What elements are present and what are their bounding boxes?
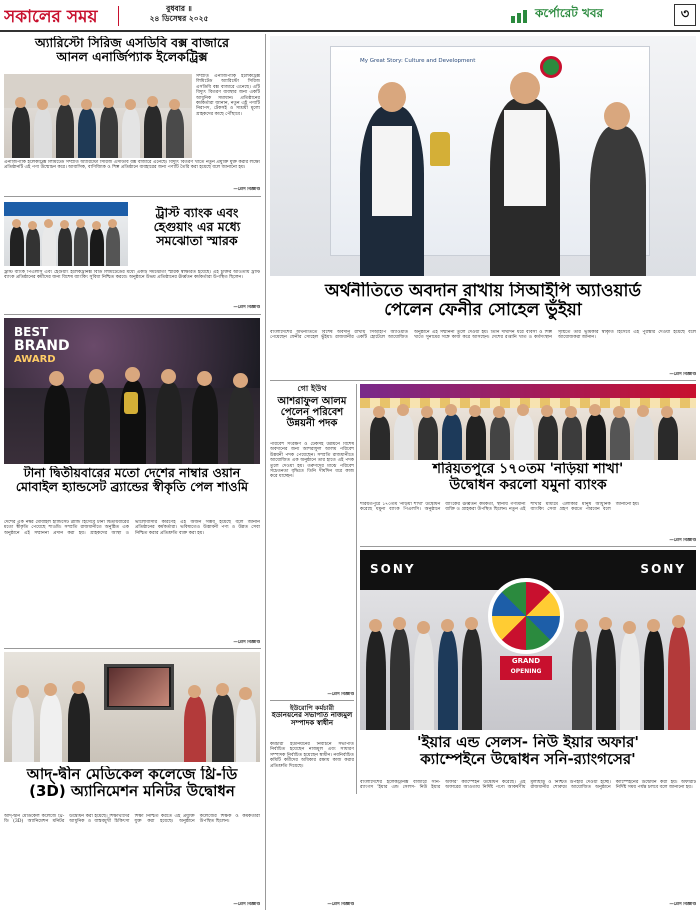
green-body: পরিবেশ সংরক্ষণ ও টেকসই উন্নয়নে বিশেষ অবদানের জন্য আশরাফুল আলম পরিবেশ উন্নয়নী পদক পেয়েছেন। সম্প্রতি রাজধানীতে আয়োজিত এক অনুষ্ঠানে তার হাতে এই পদক তুলে দেওয়া হয়। তরুণদের মাঝে পরিবেশ সচেতনতা বৃদ্ধিতে তিনি দীর্ঘদিন ধরে কাজ করে যাচ্ছেন। (270, 442, 354, 480)
oppo-headline: টানা দ্বিতীয়বারের মতো দেশের নাম্বার ওয়ান মোবাইল হ্যান্ডসেট ব্র্যান্ডের স্বীকৃতি পেল শাওমি (15, 466, 249, 494)
sony-photo-logo-left: SONY (370, 562, 416, 576)
jamuna-photo (360, 384, 696, 460)
addin-byline: —প্রেস বিজ্ঞপ্তি (233, 902, 260, 907)
sony-headline-line1: 'ইয়ার এন্ড সেলস- নিউ ইয়ার অফার' (417, 734, 639, 751)
rule-aristo (4, 196, 261, 197)
rule-green (270, 700, 354, 701)
section-logo-icon (510, 8, 532, 22)
jamuna-headline-line1: শরিয়তপুরে ১৭০তম 'নড়িয়া শাখা' (432, 462, 624, 477)
aristo-photo (4, 74, 192, 158)
green-byline: —প্রেস বিজ্ঞপ্তি (327, 692, 354, 697)
brand-photo-brand: BRAND (14, 338, 70, 354)
rule-trust (4, 314, 261, 315)
aristo-byline: —প্রেস বিজ্ঞপ্তি (233, 187, 260, 192)
oppo-body: দেশের এক নম্বর মোবাইল হ্যান্ডসেট ব্র্যান্ড হিসেবে টানা দ্বিতীয়বারের মতো স্বীকৃতি পেয়েছে শাওমি। সম্প্রতি রাজধানীতে অনুষ্ঠিত এক অনুষ্ঠানে এই সম্মাননা প্রদান করা হয়। গ্রাহকদের আস্থা ও ভালোবাসার কারণেই এই অর্জন সম্ভব হয়েছে বলে জানান প্রতিষ্ঠানের কর্মকর্তারা। ভবিষ্যতেও উদ্ভাবনী পণ্য ও উন্নত সেবা নিশ্চিত করার প্রতিশ্রুতি ব্যক্ত করা হয়। (4, 520, 260, 536)
issue-date (124, 4, 234, 28)
award-byline: —প্রেস বিজ্ঞপ্তি (669, 372, 696, 377)
addin-photo (4, 652, 260, 762)
addin-headline (4, 766, 260, 812)
brand-photo-award: AWARD (14, 354, 56, 365)
jamuna-headline-line2: উদ্বোধন করলো যমুনা ব্যাংক (449, 476, 607, 493)
jamuna-body: শরিয়তপুরে ১৭০তম 'নড়িয়া শাখা' উদ্বোধন করেছে যমুনা ব্যাংক পিএলসি। অনুষ্ঠানে ব্যাংকের ঊর্ধ্বতন কর্মকর্তা, স্থানীয় গণ্যমান্য ব্যক্তি ও গ্রাহকরা উপস্থিত ছিলেন। নতুন এই শাখার মাধ্যমে এলাকার মানুষ আধুনিক ব্যাংকিং সেবা গ্রহণ করতে পারবেন বলে জানানো হয়। (360, 502, 640, 513)
page-number-text: ৩ (680, 6, 690, 22)
trust-body: ট্রাস্ট ব্যাংক পিএলসি এবং হেগুয়াং ইলেকট্রনিক্স বিডি লিমিটেডের মধ্যে একটি সমঝোতা স্মারক স্বাক্ষরিত হয়েছে। এই চুক্তির আওতায় ট্রাস্ট ব্যাংক প্রতিষ্ঠানের কর্মীদের জন্য বিশেষ ব্যাংকিং সুবিধা নিশ্চিত করবে। অনুষ্ঠানে উভয় প্রতিষ্ঠানের ঊর্ধ্বতন কর্মকর্তারা উপস্থিত ছিলেন। (4, 270, 260, 281)
masthead-divider (118, 6, 119, 26)
aristo-headline (4, 36, 260, 72)
green-headline: আশরাফুল আলম পেলেন পরিবেশ উন্নয়নী পদক (277, 396, 347, 430)
trust-headline: ট্রাস্ট ব্যাংক এবং হেগুয়াং এর মধ্যে সমঝোতা স্মারক (153, 206, 241, 248)
award-photo (270, 36, 696, 276)
union-body: কর্মচারী ইউনিয়নের নির্বাচনে সভাপতি নির্বাচিত হয়েছেন নাজমুল এবং সাধারণ সম্পাদক নির্বাচিত হয়েছেন স্বাধীন। নবনির্বাচিত কমিটি কর্মীদের অধিকার রক্ষায় কাজ করার প্রতিশ্রুতি দিয়েছে। (270, 742, 354, 769)
trust-photo (4, 202, 128, 266)
addin-headline-line1: আদ্-দ্বীন মেডিকেল কলেজে থ্রি-ডি (26, 766, 238, 783)
award-body: বাংলাদেশের অর্থনীতিতে বিশেষ অবদান রাখায় সিআইপি অ্যাওয়ার্ড পেয়েছেন ফেনীর সোহেল ভুঁইয়া। রাজধানীর একটি হোটেলে আয়োজিত অনুষ্ঠানে এই সম্মাননা তুলে দেওয়া হয়। তিনি দীর্ঘদিন ধরে ব্যবসা ও শিল্প খাতে সুনামের সঙ্গে কাজ করে আসছেন। দেশের রপ্তানি খাত ও কর্মসংস্থান সৃষ্টিতে তার ভূমিকার স্বীকৃতি হিসেবে এই পুরস্কার দেওয়া হয়েছে বলে আয়োজকরা জানান। (270, 330, 696, 341)
award-headline-line2: পেলেন ফেনীর সোহেল ভুঁইয়া (384, 300, 582, 321)
union-byline: —প্রেস বিজ্ঞপ্তি (327, 902, 354, 907)
sony-photo-opening: OPENING (510, 668, 542, 675)
union-kicker: ইউরোপি কর্মচারী (289, 704, 335, 712)
sony-photo (360, 550, 696, 730)
addin-headline-line2: (3D) অ্যানিমেশন মনিটর উদ্বোধন (29, 781, 235, 800)
sony-headline-line2: ক্যাম্পেইনে উদ্বোধন সনি-র‍্যাংগসের' (420, 749, 636, 768)
sony-photo-logo-right: SONY (640, 562, 686, 576)
column-divider-narrow (356, 384, 357, 794)
aristo-headline-line2: আনল এনার্জিপ্যাক ইলেকট্রিক্স (56, 49, 208, 64)
sony-headline (360, 734, 696, 778)
issue-date-text: ২৪ ডিসেম্বর ২০২৫ (149, 14, 209, 23)
addin-body: আদ্-দ্বীন মেডিকেল কলেজে থ্রি-ডি (3D) অ্যানিমেশন মনিটর উদ্বোধন করা হয়েছে। শিক্ষার্থীদের আধুনিক ও বাস্তবমুখী চিকিৎসা শিক্ষা নিশ্চিত করতে এই প্রযুক্তি যুক্ত করা হয়েছে। অনুষ্ঠানে কলেজের শিক্ষক ও কর্মকর্তারা উপস্থিত ছিলেন। (4, 814, 260, 825)
sony-photo-grand: GRAND (511, 657, 541, 665)
column-divider-main (265, 34, 266, 910)
jamuna-byline: —প্রেস বিজ্ঞপ্তি (669, 538, 696, 543)
aristo-headline-line1: অ্যারিস্টো সিরিজ এসডিবি বক্স বাজারে (35, 36, 229, 50)
brand-award-photo (4, 318, 260, 464)
brand-photo-best: BEST (14, 325, 49, 339)
rule-award (270, 380, 696, 381)
jamuna-headline (360, 462, 696, 500)
page-number (674, 4, 696, 26)
award-banner-text: My Great Story: Culture and Development (360, 58, 476, 64)
award-headline-line1: অর্থনীতিতে অবদান রাখায় সিআইপি অ্যাওয়ার্ড (325, 282, 641, 301)
sony-byline: —প্রেস বিজ্ঞপ্তি (669, 902, 696, 907)
header-rule (0, 30, 700, 32)
masthead (4, 4, 112, 28)
rule-oppo (4, 648, 261, 649)
issue-day: বুধবার ॥ (166, 4, 192, 13)
section-title (510, 4, 670, 26)
green-kicker: গো ইউথ (297, 384, 327, 393)
oppo-byline: —প্রেস বিজ্ঞপ্তি (233, 640, 260, 645)
section-label: কর্পোরেট খবর (535, 6, 604, 20)
aristo-body-right: সম্প্রতি এনার্জিপ্যাক ইলেকট্রিক্স লিমিটেড অ্যারিস্টো সিরিজ এসডিবি বক্স বাজারে এনেছে। এটি বিদ্যুৎ বিতরণ ব্যবস্থার জন্য একটি আধুনিক সমাধান। প্রতিষ্ঠানের কর্মকর্তারা জানান, নতুন এই পণ্যটি নিরাপদ, টেকসই ও সাশ্রয়ী মূল্যে গ্রাহকদের কাছে পৌঁছাবে। (196, 74, 260, 117)
trust-byline: —প্রেস বিজ্ঞপ্তি (233, 305, 260, 310)
masthead-title: সকালের সময় (4, 7, 98, 27)
award-headline (270, 282, 696, 326)
sony-body: বাংলাদেশের ইলেকট্রনিক্স বাজারে সনি-র‍্যাংগস 'ইয়ার এন্ড সেলস- নিউ ইয়ার অফার' ক্যাম্পেইন উদ্বোধন করেছে। এই অফারের আওতায় নির্দিষ্ট পণ্যে আকর্ষণীয় মূল্যছাড় ও নিশ্চিত উপহার দেওয়া হচ্ছে। রাজধানীর শোরুমে আয়োজিত অনুষ্ঠানে ক্যাম্পেইনের উদ্বোধন করা হয়। অফারটি নির্দিষ্ট সময় পর্যন্ত চলবে বলে জানানো হয়। (360, 780, 696, 791)
aristo-body-bottom: এনার্জিপ্যাক ইলেকট্রিক্স লিমিটেড সম্প্রতি অ্যারিস্টো সিরিজ এসডিবি বক্স বাজারে এনেছে। বিদ্যুৎ বিতরণ খাতে নতুন প্রযুক্তি যুক্ত করার লক্ষ্যে প্রতিষ্ঠানটি এই পণ্য উন্মোচন করে। আবাসিক, বাণিজ্যিক ও শিল্প প্রতিষ্ঠানে ব্যবহারের জন্য পণ্যটি তৈরি করা হয়েছে বলে জানানো হয়। (4, 160, 260, 171)
union-headline: ইউনিয়নের সভাপতি নাজমুল সম্পাদক স্বাধীন (271, 712, 353, 727)
rule-jamuna (360, 546, 696, 547)
